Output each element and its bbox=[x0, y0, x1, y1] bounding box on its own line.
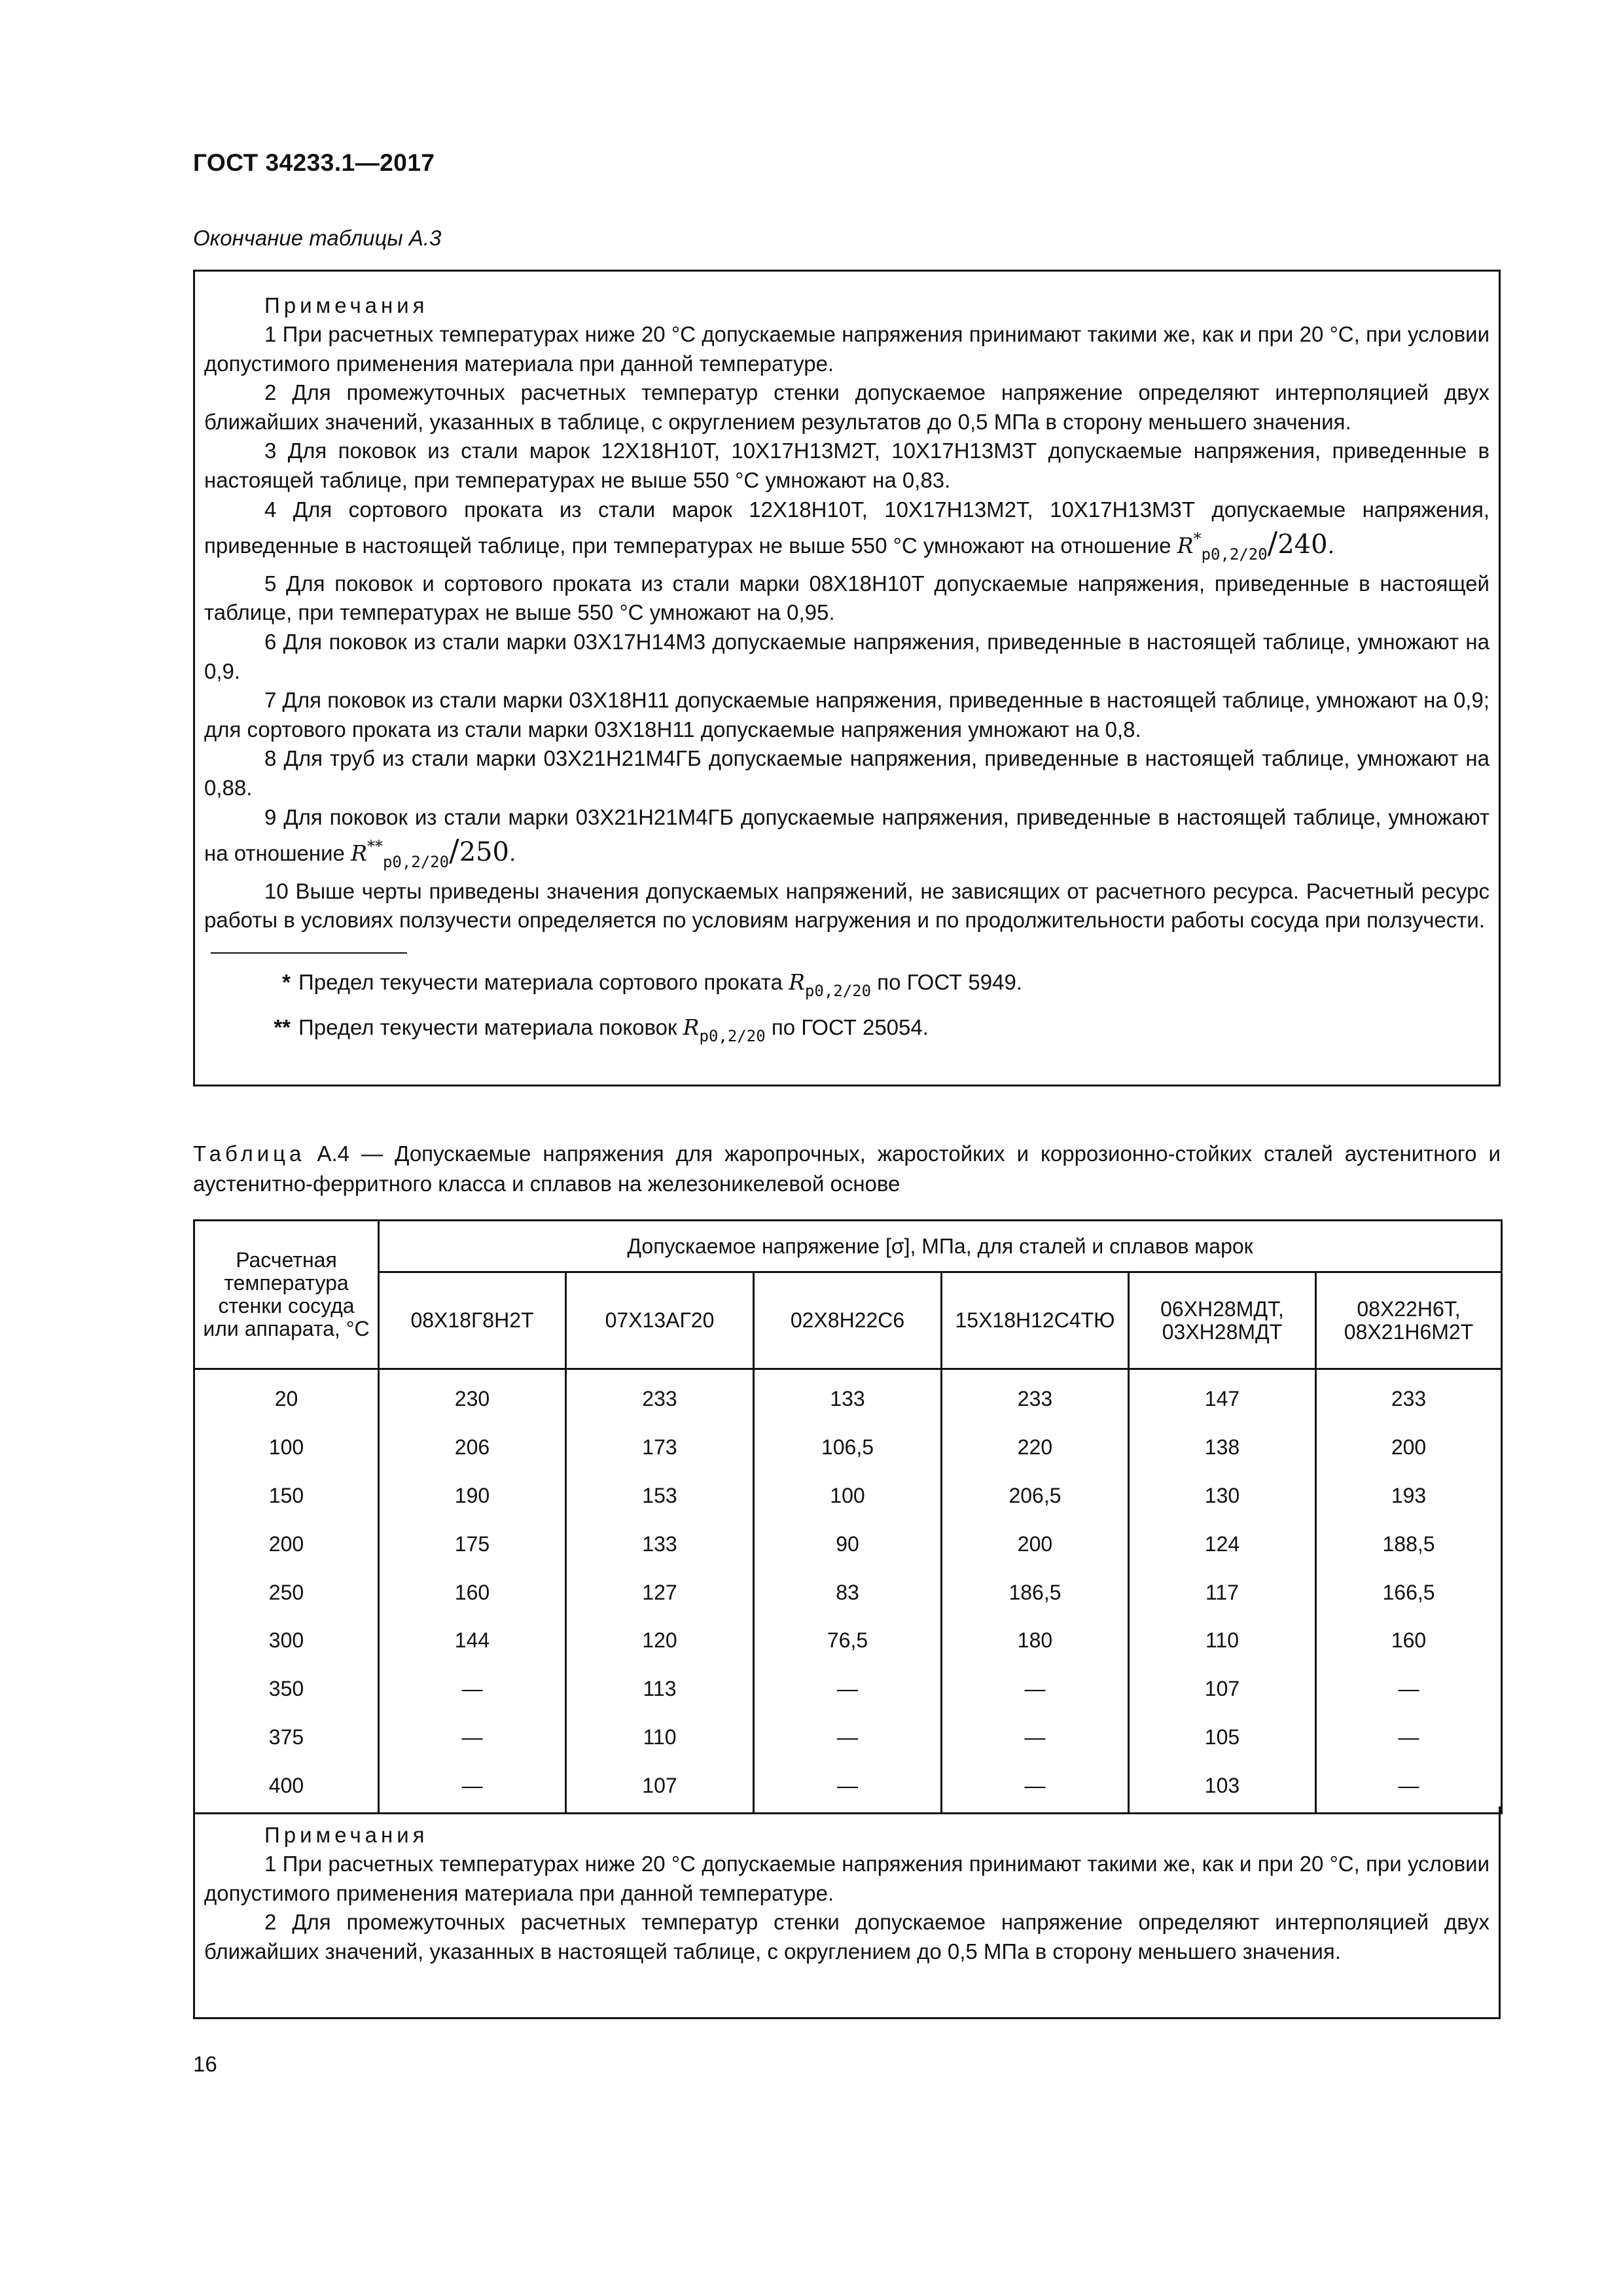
footnote-separator bbox=[211, 952, 407, 954]
stress-value-cell: 200 bbox=[1316, 1424, 1502, 1472]
table-a4 bbox=[193, 1219, 1503, 1814]
stress-value-cell: — bbox=[1316, 1713, 1502, 1762]
stress-value-cell: 83 bbox=[754, 1568, 942, 1617]
table-a3-notes bbox=[193, 270, 1501, 1086]
temperature-cell: 300 bbox=[194, 1617, 379, 1665]
column-header: 08Х18Г8Н2Т bbox=[379, 1272, 566, 1369]
stress-value-cell: — bbox=[942, 1665, 1129, 1713]
table-row bbox=[194, 1665, 1502, 1713]
stress-value-cell: 200 bbox=[942, 1520, 1129, 1568]
stress-value-cell: 107 bbox=[1129, 1665, 1316, 1713]
note-6: 6 Для поковок из стали марки 03Х17Н14М3 допускаемые напряжения, приведенные в настоящей таблице, умножают на 0,9. bbox=[204, 629, 1489, 683]
stress-value-cell: 160 bbox=[379, 1568, 566, 1617]
stress-value-cell: 113 bbox=[566, 1665, 754, 1713]
stress-value-cell: 175 bbox=[379, 1520, 566, 1568]
stress-value-cell: 206 bbox=[379, 1424, 566, 1472]
stress-value-cell: — bbox=[942, 1761, 1129, 1813]
stress-value-cell: 133 bbox=[566, 1520, 754, 1568]
stress-value-cell: 124 bbox=[1129, 1520, 1316, 1568]
table-row bbox=[194, 1617, 1502, 1665]
table-row bbox=[194, 1472, 1502, 1520]
note-1: 1 При расчетных температурах ниже 20 °С допускаемые напряжения принимают такими же, как и при 20 °С, при условии допустимого применения материала при данной температуре. bbox=[204, 322, 1489, 376]
stress-value-cell: 106,5 bbox=[754, 1424, 942, 1472]
stress-value-cell: — bbox=[754, 1665, 942, 1713]
table-continuation-label: Окончание таблицы А.3 bbox=[193, 226, 442, 250]
note-3: 3 Для поковок из стали марок 12Х18Н10Т, 10Х17Н13М2Т, 10Х17Н13М3Т допускаемые напряжения, приведенные в настоящей таблице, при температурах не выше 550 °С умножают на 0,83. bbox=[204, 439, 1489, 492]
column-header: 07Х13АГ20 bbox=[566, 1272, 754, 1369]
column-header: 06ХН28МДТ, 03ХН28МДТ bbox=[1129, 1272, 1316, 1369]
note-10: 10 Выше черты приведены значения допускаемых напряжений, не зависящих от расчетного ресурса. Расчетный ресурс работы в условиях ползучести определяется по условиям нагружения и по продолжительности работы сосуда при ползучести. bbox=[204, 878, 1489, 933]
stress-value-cell: 233 bbox=[566, 1369, 754, 1424]
allowable-stress-header: Допускаемое напряжение [σ], МПа, для сталей и сплавов марок bbox=[379, 1221, 1502, 1272]
stress-value-cell: 206,5 bbox=[942, 1472, 1129, 1520]
stress-value-cell: 173 bbox=[566, 1424, 754, 1472]
stress-value-cell: — bbox=[379, 1665, 566, 1713]
stress-value-cell: 147 bbox=[1129, 1369, 1316, 1424]
stress-value-cell: — bbox=[754, 1713, 942, 1762]
stress-value-cell: 120 bbox=[566, 1617, 754, 1665]
temperature-cell: 20 bbox=[194, 1369, 379, 1424]
stress-value-cell: 166,5 bbox=[1316, 1568, 1502, 1617]
page-number: 16 bbox=[193, 2052, 217, 2076]
stress-value-cell: 133 bbox=[754, 1369, 942, 1424]
stress-value-cell: 107 bbox=[566, 1761, 754, 1813]
stress-value-cell: 190 bbox=[379, 1472, 566, 1520]
note-1: 1 При расчетных температурах ниже 20 °С допускаемые напряжения принимают такими же, как и при 20 °С, при условии допустимого применения материала при данной температуре. bbox=[204, 1852, 1489, 1905]
stress-value-cell: — bbox=[1316, 1665, 1502, 1713]
table-row bbox=[194, 1761, 1502, 1813]
note-9-text: 9 Для поковок из стали марки 03Х21Н21М4ГБ допускаемые напряжения, приведенные в настоящей таблице, умножают на отношение bbox=[204, 804, 1489, 866]
stress-value-cell: 117 bbox=[1129, 1568, 1316, 1617]
stress-value-cell: 180 bbox=[942, 1617, 1129, 1665]
table-row bbox=[194, 1520, 1502, 1568]
table-row bbox=[194, 1369, 1502, 1424]
note-7: 7 Для поковок из стали марки 03Х18Н11 допускаемые напряжения, приведенные в настоящей таблице, умножают на 0,9; для сортового проката из стали марки 03Х18Н11 допускаемые напряжения умножают на 0,8. bbox=[204, 688, 1489, 742]
temperature-cell: 250 bbox=[194, 1568, 379, 1617]
document-code: ГОСТ 34233.1—2017 bbox=[193, 149, 435, 176]
stress-value-cell: 130 bbox=[1129, 1472, 1316, 1520]
temperature-cell: 100 bbox=[194, 1424, 379, 1472]
stress-value-cell: — bbox=[379, 1713, 566, 1762]
temperature-cell: 375 bbox=[194, 1713, 379, 1762]
table-row bbox=[194, 1424, 1502, 1472]
stress-value-cell: 110 bbox=[566, 1713, 754, 1762]
note-4-text: 4 Для сортового проката из стали марок 12Х18Н10Т, 10Х17Н13М2Т, 10Х17Н13М3Т допускаемые напряжения, приведенные в настоящей таблице, при температурах не выше 550 °С умножают на отношение bbox=[204, 497, 1489, 558]
stress-value-cell: 127 bbox=[566, 1568, 754, 1617]
footnote-2: ** Предел текучести материала поковок $R_{p0,2/20}$ по ГОСТ 25054. bbox=[274, 1014, 929, 1045]
column-header: 08Х22Н6Т, 08Х21Н6М2Т bbox=[1316, 1272, 1502, 1369]
stress-value-cell: 90 bbox=[754, 1520, 942, 1568]
stress-value-cell: 105 bbox=[1129, 1713, 1316, 1762]
notes-title: Примечания bbox=[264, 293, 429, 317]
stress-value-cell: 230 bbox=[379, 1369, 566, 1424]
table-row bbox=[194, 1713, 1502, 1762]
stress-value-cell: 233 bbox=[1316, 1369, 1502, 1424]
stress-value-cell: — bbox=[754, 1761, 942, 1813]
temperature-cell: 150 bbox=[194, 1472, 379, 1520]
footnote-1: * Предел текучести материала сортового проката $R_{p0,2/20}$ по ГОСТ 5949. bbox=[282, 969, 1022, 1000]
table-a4-notes bbox=[193, 1806, 1501, 2019]
note-4 bbox=[204, 495, 1489, 569]
table-row bbox=[194, 1568, 1502, 1617]
stress-value-cell: 76,5 bbox=[754, 1617, 942, 1665]
note-8: 8 Для труб из стали марки 03Х21Н21М4ГБ допускаемые напряжения, приведенные в настоящей таблице, умножают на 0,88. bbox=[204, 746, 1489, 800]
stress-value-cell: 188,5 bbox=[1316, 1520, 1502, 1568]
stress-value-cell: 110 bbox=[1129, 1617, 1316, 1665]
stress-value-cell: 138 bbox=[1129, 1424, 1316, 1472]
yield-ratio-formula-250: $R^{**}_{p0,2/20}/250$. bbox=[351, 833, 516, 872]
stress-value-cell: 160 bbox=[1316, 1617, 1502, 1665]
note-2: 2 Для промежуточных расчетных температур стенки допускаемое напряжение определяют интерполяцией двух ближайших значений, указанных в таблице, с округлением результатов до 0,5 МПа в сторону меньшего значения. bbox=[204, 380, 1489, 434]
table-a4-caption: Таблица А.4 — Допускаемые напряжения для жаропрочных, жаростойких и коррозионно-стойких сталей аустенитного и аустенитно-ферритного класса и сплавов на железоникелевой основе bbox=[193, 1141, 1501, 1196]
yield-ratio-formula-240: $R^*_{p0,2/20}/240$. bbox=[1177, 525, 1335, 564]
column-header: 02Х8Н22С6 bbox=[754, 1272, 942, 1369]
temperature-cell: 350 bbox=[194, 1665, 379, 1713]
temperature-header: Расчетная температура стенки сосуда или аппарата, °С bbox=[194, 1221, 379, 1369]
note-2: 2 Для промежуточных расчетных температур стенки допускаемое напряжение определяют интерполяцией двух ближайших значений, указанных в настоящей таблице, с округлением до 0,5 МПа в сторону меньшего значения. bbox=[204, 1910, 1489, 1964]
stress-value-cell: 144 bbox=[379, 1617, 566, 1665]
stress-value-cell: 233 bbox=[942, 1369, 1129, 1424]
stress-value-cell: 103 bbox=[1129, 1761, 1316, 1813]
note-5: 5 Для поковок и сортового проката из стали марки 08Х18Н10Т допускаемые напряжения, приведенные в настоящей таблице, при температурах не выше 550 °С умножают на 0,95. bbox=[204, 571, 1489, 625]
temperature-cell: 200 bbox=[194, 1520, 379, 1568]
temperature-cell: 400 bbox=[194, 1761, 379, 1813]
note-9 bbox=[204, 803, 1489, 877]
column-header: 15Х18Н12С4ТЮ bbox=[942, 1272, 1129, 1369]
stress-value-cell: 220 bbox=[942, 1424, 1129, 1472]
notes-title: Примечания bbox=[264, 1823, 429, 1847]
stress-value-cell: 193 bbox=[1316, 1472, 1502, 1520]
stress-value-cell: — bbox=[1316, 1761, 1502, 1813]
stress-value-cell: 153 bbox=[566, 1472, 754, 1520]
stress-value-cell: 100 bbox=[754, 1472, 942, 1520]
stress-value-cell: 186,5 bbox=[942, 1568, 1129, 1617]
stress-value-cell: — bbox=[379, 1761, 566, 1813]
stress-value-cell: — bbox=[942, 1713, 1129, 1762]
